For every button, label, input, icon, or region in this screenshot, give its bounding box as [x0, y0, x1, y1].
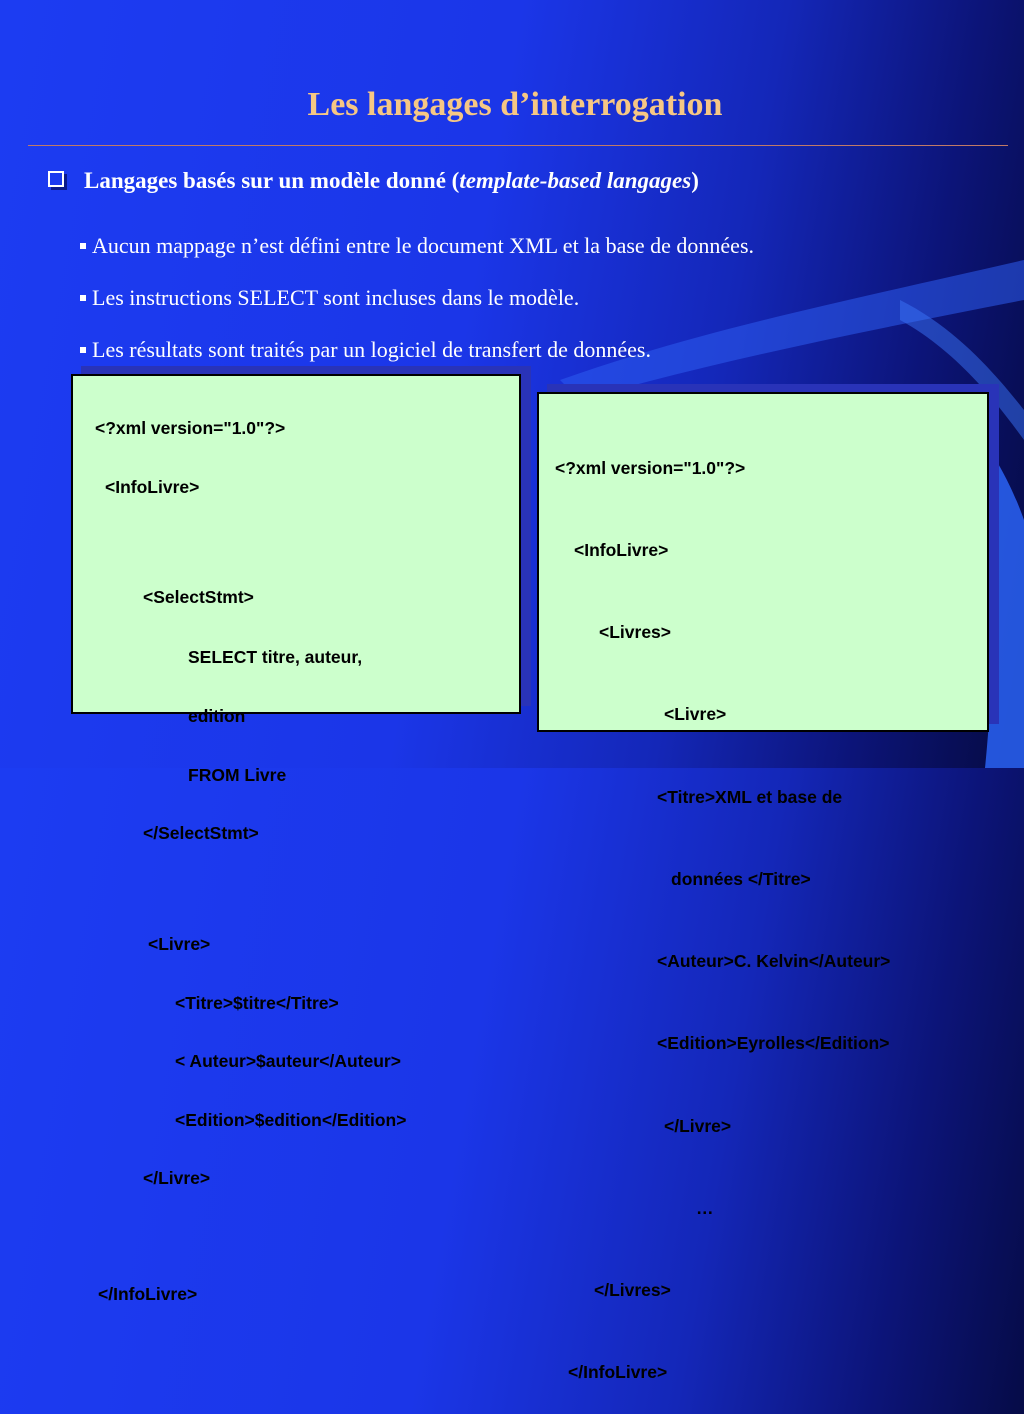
main-bullet-text: Langages basés sur un modèle donné (: [84, 168, 460, 193]
slide-title: Les langages d’interrogation: [307, 86, 723, 123]
code-line: edition: [188, 705, 246, 726]
code-line: FROM Livre: [188, 764, 287, 785]
code-line: <Titre>$titre</Titre>: [175, 992, 339, 1013]
blank-line: [73, 1228, 519, 1246]
code-line: </SelectStmt>: [143, 822, 259, 843]
template-code-box: [71, 374, 521, 1304]
code-line: <Auteur>C. Kelvin</Auteur>: [657, 951, 891, 972]
sub-bullet-text: Aucun mappage n’est défini entre le document XML et la base de données.: [92, 233, 755, 258]
code-line: </Livres>: [594, 1280, 671, 1300]
sub-bullet-list: [80, 232, 754, 388]
main-bullet-italic: template-based langages: [459, 168, 692, 193]
code-line: données </Titre>: [671, 868, 811, 889]
title-divider: [28, 145, 1008, 146]
result-code-box: [537, 392, 989, 1383]
sub-bullet: [80, 232, 754, 284]
code-line: </InfoLivre>: [98, 1283, 198, 1304]
code-line: …: [696, 1197, 714, 1218]
code-line: </Livre>: [143, 1168, 211, 1188]
code-line: < Auteur>$auteur</Auteur>: [175, 1051, 401, 1071]
checkbox-bullet-icon: [48, 171, 64, 187]
square-bullet-icon: [80, 243, 86, 249]
code-line: SELECT titre, auteur,: [188, 646, 363, 667]
blank-line: [73, 882, 519, 896]
code-line: <Livres>: [599, 622, 671, 643]
square-bullet-icon: [80, 295, 86, 301]
code-line: <InfoLivre>: [105, 476, 200, 497]
code-line: <Livre>: [664, 704, 727, 725]
code-line: <?xml version="1.0"?>: [555, 457, 746, 478]
code-line: </InfoLivre>: [568, 1362, 668, 1383]
code-line: <Livre>: [148, 934, 211, 954]
main-bullet-close: ): [691, 168, 699, 193]
sub-bullet-text: Les résultats sont traités par un logiciel de transfert de données.: [92, 337, 651, 362]
main-bullet: [48, 168, 699, 194]
blank-line: [73, 536, 519, 549]
code-line: <Edition>$edition</Edition>: [175, 1109, 407, 1130]
code-line: </Livre>: [664, 1115, 732, 1136]
code-line: <Titre>XML et base de: [657, 786, 843, 807]
code-line: <Edition>Eyrolles</Edition>: [657, 1033, 890, 1054]
sub-bullet: [80, 284, 754, 336]
square-bullet-icon: [80, 347, 86, 353]
code-line: <InfoLivre>: [574, 540, 669, 561]
sub-bullet-text: Les instructions SELECT sont incluses dans le modèle.: [92, 285, 580, 310]
code-line: <SelectStmt>: [143, 587, 254, 607]
code-line: <?xml version="1.0"?>: [95, 418, 286, 438]
